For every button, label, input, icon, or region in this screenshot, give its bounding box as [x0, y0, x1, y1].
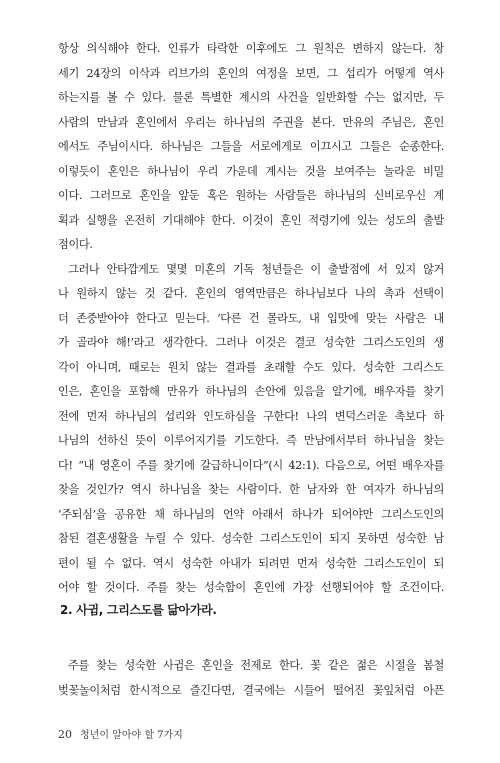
text-line: 사람의 만남과 혼인에서 우리는 하나님의 주권을 본다. 만유의 주님은, 혼인: [58, 115, 444, 129]
book-title: 청년이 알아야 할 7가지: [80, 730, 183, 741]
page-number: 20: [58, 728, 72, 741]
text-line: 나 원하지 않는 것 같다. 혼인의 영역만큼은 하나님보다 나의 촉과 선택이: [58, 287, 444, 300]
text-line: 항상 의식해야 한다. 인류가 타락한 이후에도 그 원칙은 변하지 않는다. 창: [58, 42, 444, 55]
text-line: 세기 24장의 이삭과 리브가의 혼인의 여정을 보면, 그 섭리가 어떻게 역사: [58, 66, 444, 80]
section-heading: 2. 사귐, 그리스도를 닮아가라.: [60, 603, 217, 617]
text-line: 획과 실행을 온전히 기대해야 한다. 이것이 혼인 적령기에 있는 성도의 출발: [58, 213, 444, 227]
text-line: 하는지를 볼 수 있다. 물론 특별한 계시의 사건을 일반화할 수는 없지만, 두: [58, 91, 444, 104]
text-line: 참된 결혼생활을 누릴 수 있다. 성숙한 그리스도인이 되지 못하면 성숙한 남: [58, 532, 444, 545]
text-line: 찾을 것인가? 역시 하나님을 찾는 사람이다. 한 남자와 한 여자가 하나님의: [58, 483, 444, 496]
text-line: 어야 할 것이다. 주를 찾는 성숙함이 혼인에 가장 선행되어야 할 조건이다.: [58, 581, 444, 594]
text-line: 다! “내 영혼이 주를 찾기에 갈급하니이다”(시 42:1). 다음으로, 어떤 배우자를: [58, 458, 444, 472]
text-line: 벚꽃놀이처럼 한시적으로 즐긴다면, 결국에는 시들어 떨어진 꽃잎처럼 아픈: [58, 683, 444, 697]
text-line: 이다. 그러므로 혼인을 앞둔 혹은 원하는 사람들은 하나님의 신비로우신 계: [58, 189, 444, 202]
body-text: [58, 37, 444, 601]
text-line: 가 골라야 해!’라고 생각한다. 그러나 이것은 결코 성숙한 그리스도인의 생: [58, 336, 444, 349]
text-line: 더 존중받아야 한다고 믿는다. ‘다른 건 몰라도, 내 입맛에 맞는 사람은 내: [58, 311, 444, 325]
text-line: 편이 될 수 없다. 역시 성숙한 아내가 되려면 먼저 성숙한 그리스도인이 되: [58, 556, 444, 570]
section-body-text: [58, 654, 444, 703]
text-line: ‘주되심’을 공유한 채 하나님의 언약 아래서 하나가 되어야만 그리스도인의: [58, 507, 444, 521]
text-line: 인은, 혼인을 포함해 만유가 하나님의 손안에 있음을 알기에, 배우자를 찾기: [58, 385, 444, 398]
text-line: 전에 먼저 하나님의 섭리와 인도하심을 구한다! 나의 변덕스러운 촉보다 하: [58, 409, 444, 423]
text-line: 각이 아니며, 때로는 원치 않는 결과를 초래할 수도 있다. 성숙한 그리스도: [58, 360, 444, 374]
text-line: 에서도 주님이시다. 하나님은 그들을 서로에게로 이끄시고 그들은 순종한다.: [58, 140, 444, 153]
page-footer: [58, 726, 183, 741]
text-line: 나님의 선하신 뜻이 이루어지기를 기도한다. 즉 만남에서부터 하나님을 찾는: [58, 434, 444, 447]
text-line: 그러나 안타깝게도 몇몇 미혼의 기독 청년들은 이 출발점에 서 있지 않거: [68, 262, 444, 276]
text-line: 점이다.: [58, 238, 93, 251]
text-line: 주를 찾는 성숙한 사귐은 혼인을 전제로 한다. 꽃 같은 젊은 시절을 봄철: [68, 659, 444, 672]
text-line: 이렇듯이 혼인은 하나님이 우리 가운데 계시는 것을 보여주는 놀라운 비밀: [58, 164, 444, 178]
